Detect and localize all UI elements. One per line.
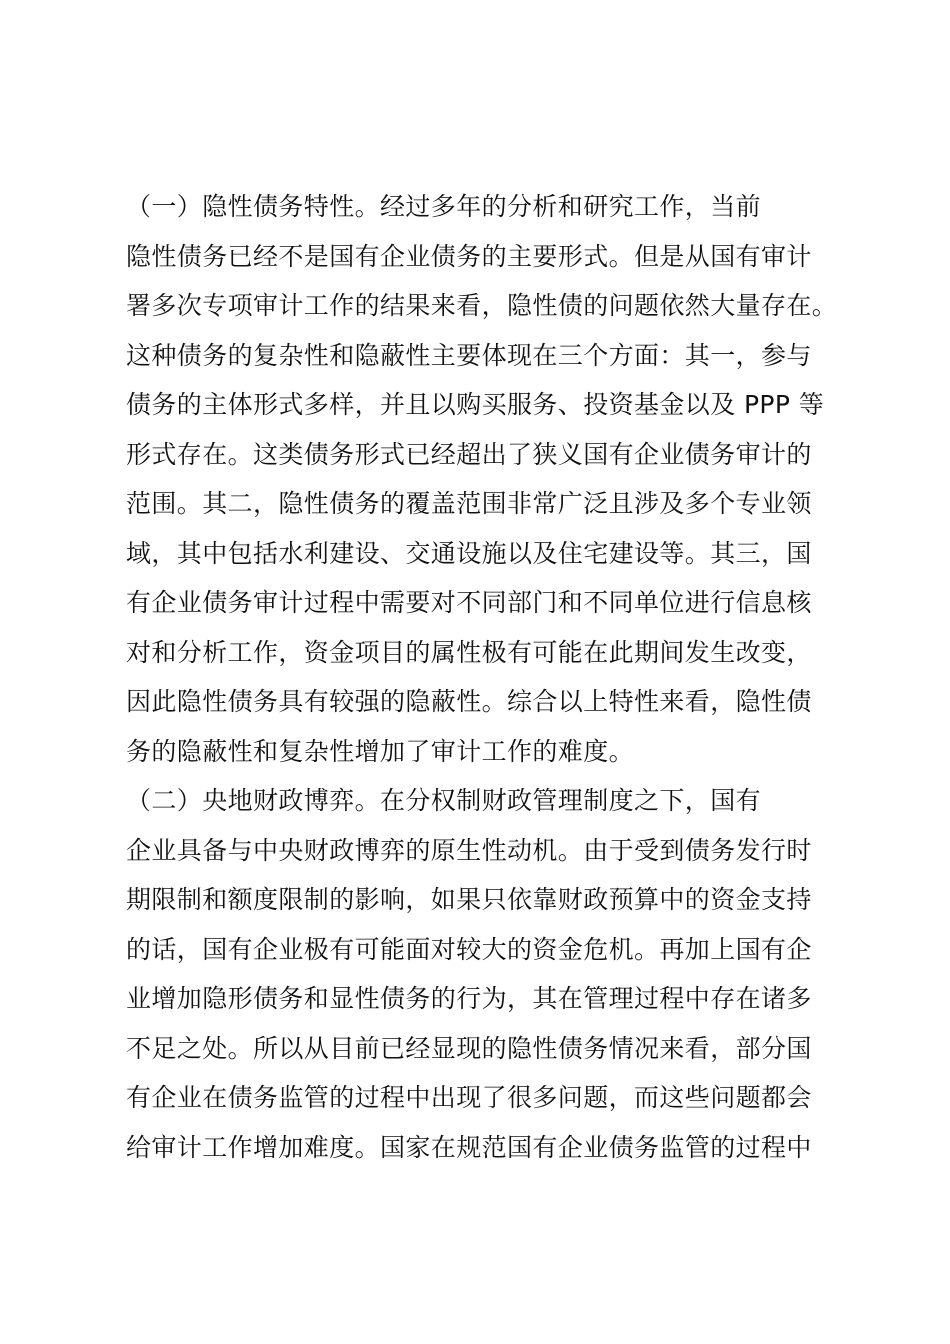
paragraph-2-line: 给审计工作增加难度。国家在规范国有企业债务监管的过程中 xyxy=(126,1132,812,1162)
paragraph-1-line: （一）隐性债务特性。经过多年的分析和研究工作，当前 xyxy=(126,192,762,221)
paragraph-1-line: 有企业债务审计过程中需要对不同部门和不同单位进行信息核 xyxy=(126,588,812,617)
paragraph-1-line: 隐性债务已经不是国有企业债务的主要形式。但是从国有审计 xyxy=(126,241,812,271)
paragraph-2-line: 的话，国有企业极有可能面对较大的资金危机。再加上国有企 xyxy=(126,934,812,964)
paragraph-1-line: 对和分析工作，资金项目的属性极有可能在此期间发生改变， xyxy=(126,637,812,667)
paragraph-2-line: 不足之处。所以从目前已经显现的隐性债务情况来看，部分国 xyxy=(126,1033,812,1063)
paragraph-1-line: 域，其中包括水利建设、交通设施以及住宅建设等。其三，国 xyxy=(126,538,812,568)
body-text xyxy=(126,182,846,1172)
paragraph-2-line: （二）央地财政博弈。在分权制财政管理制度之下，国有 xyxy=(126,786,762,815)
paragraph-1-line: 债务的主体形式多样，并且以购买服务、投资基金以及 PPP 等 xyxy=(126,390,825,419)
paragraph-2-line: 有企业在债务监管的过程中出现了很多问题，而这些问题都会 xyxy=(126,1083,812,1112)
paragraph-1-line: 形式存在。这类债务形式已经超出了狭义国有企业债务审计的 xyxy=(126,439,812,469)
paragraph-2-line: 业增加隐形债务和显性债务的行为，其在管理过程中存在诸多 xyxy=(126,984,812,1013)
paragraph-1-line: 务的隐蔽性和复杂性增加了审计工作的难度。 xyxy=(126,736,635,766)
paragraph-1-line: 范围。其二，隐性债务的覆盖范围非常广泛且涉及多个专业领 xyxy=(126,489,812,518)
paragraph-2-line: 期限制和额度限制的影响，如果只依靠财政预算中的资金支持 xyxy=(126,885,812,914)
paragraph-1-line: 署多次专项审计工作的结果来看，隐性债的问题依然大量存在。 xyxy=(126,291,838,320)
paragraph-1-line: 这种债务的复杂性和隐蔽性主要体现在三个方面：其一，参与 xyxy=(126,340,812,370)
paragraph-2-line: 企业具备与中央财政博弈的原生性动机。由于受到债务发行时 xyxy=(126,835,812,865)
paragraph-1-line: 因此隐性债务具有较强的隐蔽性。综合以上特性来看，隐性债 xyxy=(126,687,812,716)
